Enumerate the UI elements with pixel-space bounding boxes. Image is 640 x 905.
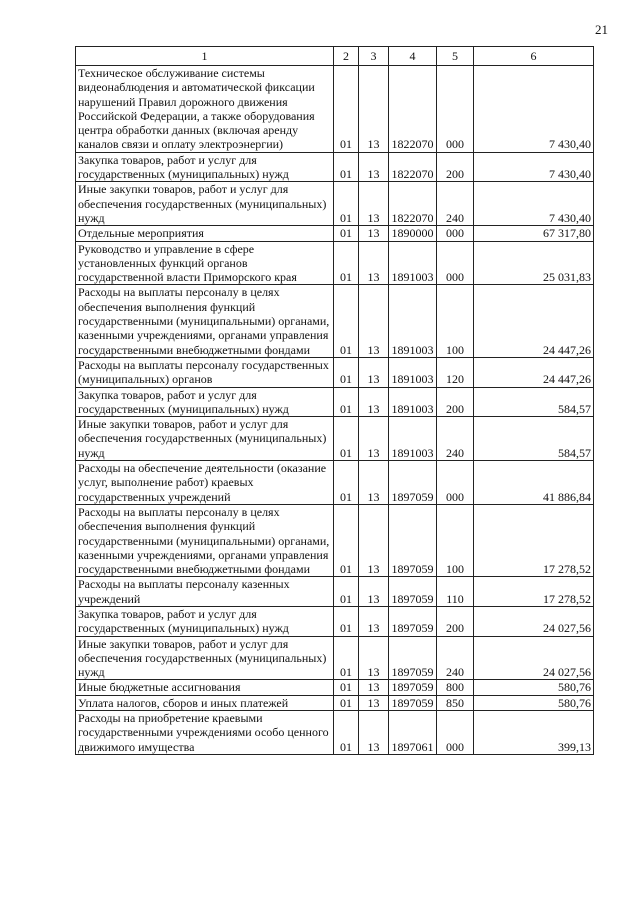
row-expense-type: 850: [437, 695, 474, 710]
row-expense-type: 110: [437, 577, 474, 607]
row-section: 01: [334, 711, 359, 755]
table-row: [76, 417, 594, 461]
row-section: 01: [334, 461, 359, 505]
table-row: [76, 636, 594, 680]
row-target-code: 1897059: [389, 695, 437, 710]
row-subsection: 13: [359, 226, 389, 241]
row-target-code: 1897059: [389, 680, 437, 695]
budget-table: [75, 46, 594, 755]
row-section: 01: [334, 636, 359, 680]
row-subsection: 13: [359, 695, 389, 710]
table-row: [76, 461, 594, 505]
row-expense-type: 200: [437, 387, 474, 417]
header-col-1: 1: [76, 47, 334, 66]
row-amount: 399,13: [474, 711, 594, 755]
row-target-code: 1890000: [389, 226, 437, 241]
row-amount: 17 278,52: [474, 504, 594, 576]
row-expense-type: 100: [437, 285, 474, 357]
row-target-code: 1897059: [389, 636, 437, 680]
row-name: Расходы на приобретение краевыми государственными учреждениями особо ценного движимого имущества: [76, 711, 334, 755]
row-target-code: 1897059: [389, 504, 437, 576]
row-amount: 17 278,52: [474, 577, 594, 607]
row-target-code: 1897059: [389, 461, 437, 505]
table-row: [76, 695, 594, 710]
row-expense-type: 000: [437, 711, 474, 755]
row-target-code: 1897059: [389, 606, 437, 636]
row-section: 01: [334, 577, 359, 607]
row-target-code: 1891003: [389, 417, 437, 461]
row-amount: 24 447,26: [474, 357, 594, 387]
header-col-5: 5: [437, 47, 474, 66]
row-name: Закупка товаров, работ и услуг для государственных (муниципальных) нужд: [76, 606, 334, 636]
table-row: [76, 711, 594, 755]
row-amount: 584,57: [474, 387, 594, 417]
table-row: [76, 577, 594, 607]
row-amount: 7 430,40: [474, 152, 594, 182]
row-amount: 41 886,84: [474, 461, 594, 505]
row-expense-type: 000: [437, 461, 474, 505]
row-section: 01: [334, 387, 359, 417]
row-subsection: 13: [359, 152, 389, 182]
row-section: 01: [334, 680, 359, 695]
row-expense-type: 200: [437, 606, 474, 636]
row-amount: 580,76: [474, 695, 594, 710]
row-target-code: 1822070: [389, 182, 437, 226]
row-section: 01: [334, 417, 359, 461]
row-amount: 24 027,56: [474, 606, 594, 636]
header-col-3: 3: [359, 47, 389, 66]
table-row: [76, 357, 594, 387]
row-expense-type: 000: [437, 66, 474, 153]
table-row: [76, 182, 594, 226]
row-target-code: 1891003: [389, 357, 437, 387]
row-amount: 580,76: [474, 680, 594, 695]
row-expense-type: 240: [437, 636, 474, 680]
row-amount: 25 031,83: [474, 241, 594, 285]
row-target-code: 1891003: [389, 285, 437, 357]
row-subsection: 13: [359, 387, 389, 417]
row-amount: 7 430,40: [474, 182, 594, 226]
row-subsection: 13: [359, 606, 389, 636]
row-name: Расходы на выплаты персоналу казенных учреждений: [76, 577, 334, 607]
row-section: 01: [334, 152, 359, 182]
row-name: Техническое обслуживание системы видеонаблюдения и автоматической фиксации нарушений Правил дорожного движения Российской Федерации, а также оборудования центра обработки данных (включая аренду каналов связи и оплату электроэнергии): [76, 66, 334, 153]
table-header-row: [76, 47, 594, 66]
row-name: Расходы на обеспечение деятельности (оказание услуг, выполнение работ) краевых государственных учреждений: [76, 461, 334, 505]
row-amount: 67 317,80: [474, 226, 594, 241]
row-expense-type: 000: [437, 226, 474, 241]
row-expense-type: 800: [437, 680, 474, 695]
row-subsection: 13: [359, 357, 389, 387]
row-target-code: 1891003: [389, 241, 437, 285]
table-body: [76, 66, 594, 755]
table-row: [76, 226, 594, 241]
table-row: [76, 285, 594, 357]
table-row: [76, 680, 594, 695]
row-subsection: 13: [359, 711, 389, 755]
row-expense-type: 000: [437, 241, 474, 285]
row-section: 01: [334, 241, 359, 285]
row-section: 01: [334, 357, 359, 387]
row-name: Отдельные мероприятия: [76, 226, 334, 241]
table-row: [76, 152, 594, 182]
row-name: Закупка товаров, работ и услуг для государственных (муниципальных) нужд: [76, 387, 334, 417]
row-name: Иные закупки товаров, работ и услуг для обеспечения государственных (муниципальных) нужд: [76, 182, 334, 226]
row-subsection: 13: [359, 241, 389, 285]
row-section: 01: [334, 226, 359, 241]
row-subsection: 13: [359, 577, 389, 607]
row-section: 01: [334, 504, 359, 576]
table-row: [76, 606, 594, 636]
row-expense-type: 120: [437, 357, 474, 387]
row-amount: 24 447,26: [474, 285, 594, 357]
table-row: [76, 387, 594, 417]
row-amount: 24 027,56: [474, 636, 594, 680]
row-name: Уплата налогов, сборов и иных платежей: [76, 695, 334, 710]
table-row: [76, 241, 594, 285]
table-row: [76, 66, 594, 153]
row-subsection: 13: [359, 285, 389, 357]
row-name: Иные бюджетные ассигнования: [76, 680, 334, 695]
row-subsection: 13: [359, 680, 389, 695]
row-target-code: 1822070: [389, 152, 437, 182]
row-subsection: 13: [359, 461, 389, 505]
row-section: 01: [334, 182, 359, 226]
row-amount: 7 430,40: [474, 66, 594, 153]
row-name: Руководство и управление в сфере установленных функций органов государственной власти Приморского края: [76, 241, 334, 285]
row-name: Иные закупки товаров, работ и услуг для обеспечения государственных (муниципальных) нужд: [76, 417, 334, 461]
row-name: Расходы на выплаты персоналу в целях обеспечения выполнения функций государственными (муниципальными) органами, казенными учреждениями, органами управления государственными внебюджетными фондами: [76, 504, 334, 576]
row-name: Расходы на выплаты персоналу в целях обеспечения выполнения функций государственными (муниципальными) органами, казенными учреждениями, органами управления государственными внебюджетными фондами: [76, 285, 334, 357]
row-subsection: 13: [359, 504, 389, 576]
row-subsection: 13: [359, 182, 389, 226]
row-expense-type: 100: [437, 504, 474, 576]
row-expense-type: 200: [437, 152, 474, 182]
header-col-4: 4: [389, 47, 437, 66]
table-row: [76, 504, 594, 576]
row-name: Иные закупки товаров, работ и услуг для обеспечения государственных (муниципальных) нужд: [76, 636, 334, 680]
row-target-code: 1822070: [389, 66, 437, 153]
row-name: Расходы на выплаты персоналу государственных (муниципальных) органов: [76, 357, 334, 387]
page-number: 21: [595, 22, 608, 37]
header-col-2: 2: [334, 47, 359, 66]
row-section: 01: [334, 66, 359, 153]
row-target-code: 1897061: [389, 711, 437, 755]
row-subsection: 13: [359, 636, 389, 680]
row-section: 01: [334, 695, 359, 710]
row-subsection: 13: [359, 66, 389, 153]
row-expense-type: 240: [437, 417, 474, 461]
row-target-code: 1891003: [389, 387, 437, 417]
row-expense-type: 240: [437, 182, 474, 226]
row-section: 01: [334, 285, 359, 357]
row-target-code: 1897059: [389, 577, 437, 607]
row-subsection: 13: [359, 417, 389, 461]
row-amount: 584,57: [474, 417, 594, 461]
row-name: Закупка товаров, работ и услуг для государственных (муниципальных) нужд: [76, 152, 334, 182]
header-col-6: 6: [474, 47, 594, 66]
row-section: 01: [334, 606, 359, 636]
